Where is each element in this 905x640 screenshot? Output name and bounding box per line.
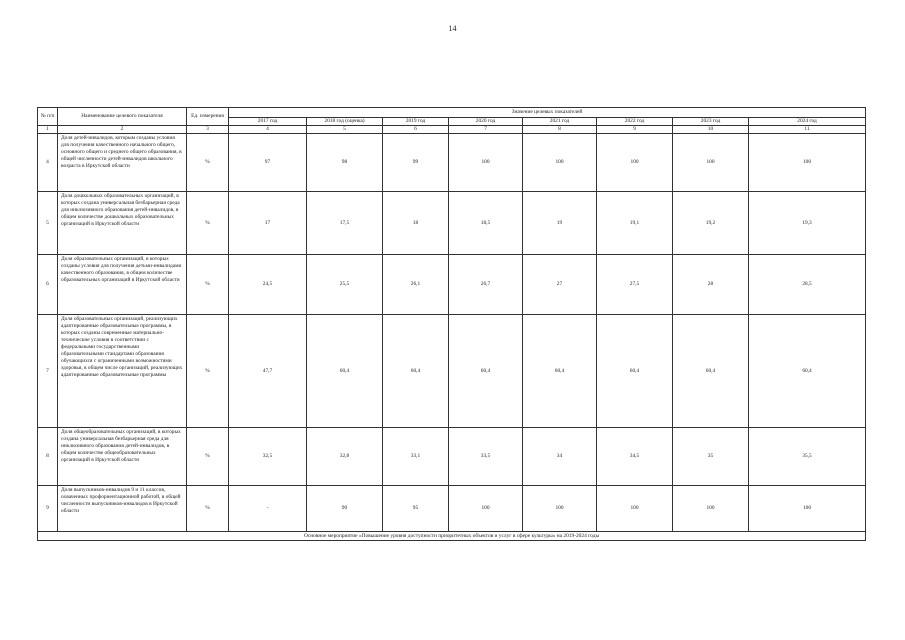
value-cell: 33,1 — [383, 428, 449, 486]
row-number: 5 — [38, 192, 58, 255]
value-cell: 100 — [597, 134, 673, 192]
col-header-values-group: Значение целевых показателей — [229, 108, 866, 118]
table-row — [38, 134, 866, 192]
value-cell: 26,1 — [383, 255, 449, 315]
unit-cell: % — [187, 192, 229, 255]
value-cell: 18 — [383, 192, 449, 255]
value-cell: 90 — [307, 486, 383, 532]
value-cell: 60,4 — [523, 315, 597, 428]
value-cell: 35,5 — [749, 428, 866, 486]
row-number: 7 — [38, 315, 58, 428]
indicator-name: Доля образовательных организаций, реализующих адаптированные образовательные программы, в которых созданы современные материально-технические условия в соответствии с федеральными государственными образовательными стандартами образования обучающихся с ограниченными возможностями здоровья, в общем числе организаций, реализующих адаптированные образовательные программы — [58, 315, 187, 428]
col-header-year: 2020 год — [449, 118, 523, 126]
col-header-year: 2017 год — [229, 118, 307, 126]
row-number: 6 — [38, 255, 58, 315]
value-cell: 100 — [523, 486, 597, 532]
table-row — [38, 428, 866, 486]
value-cell: - — [229, 486, 307, 532]
unit-cell: % — [187, 134, 229, 192]
value-cell: 60,4 — [673, 315, 749, 428]
value-cell: 17,5 — [307, 192, 383, 255]
table-row — [38, 486, 866, 532]
value-cell: 100 — [749, 486, 866, 532]
value-cell: 100 — [523, 134, 597, 192]
column-number-row — [38, 126, 866, 134]
row-number: 8 — [38, 428, 58, 486]
header-row — [38, 108, 866, 118]
value-cell: 100 — [749, 134, 866, 192]
value-cell: 35 — [673, 428, 749, 486]
column-number-cell: 4 — [229, 126, 307, 134]
value-cell: 27 — [523, 255, 597, 315]
col-header-year: 2019 год — [383, 118, 449, 126]
value-cell: 60,4 — [383, 315, 449, 428]
value-cell: 19,2 — [673, 192, 749, 255]
value-cell: 98 — [307, 134, 383, 192]
column-number-cell: 8 — [523, 126, 597, 134]
unit-cell: % — [187, 486, 229, 532]
value-cell: 32,8 — [307, 428, 383, 486]
column-number-cell: 9 — [597, 126, 673, 134]
indicators-table — [37, 107, 866, 541]
value-cell: 34 — [523, 428, 597, 486]
value-cell: 100 — [597, 486, 673, 532]
unit-cell: % — [187, 428, 229, 486]
column-number-cell: 2 — [58, 126, 187, 134]
value-cell: 18,5 — [449, 192, 523, 255]
unit-cell: % — [187, 255, 229, 315]
value-cell: 97 — [229, 134, 307, 192]
col-header-year: 2023 год — [673, 118, 749, 126]
value-cell: 47,7 — [229, 315, 307, 428]
indicator-name: Доля дошкольных образовательных организаций, в которых создана универсальная безбарьерная среда для инклюзивного образования детей-инвалидов, в общем количестве дошкольных образовательных организаций в Иркутской области — [58, 192, 187, 255]
value-cell: 60,4 — [597, 315, 673, 428]
unit-cell: % — [187, 315, 229, 428]
value-cell: 99 — [383, 134, 449, 192]
indicator-name: Доля выпускников-инвалидов 9 и 11 классов, охваченных профориентационной работой, в общей численности выпускников-инвалидов в Иркутской области — [58, 486, 187, 532]
indicator-name: Доля детей-инвалидов, которым созданы условия для получения качественного начального общего, основного общего и среднего общего образования, в общей численности детей-инвалидов школьного возраста в Иркутской области — [58, 134, 187, 192]
value-cell: 34,5 — [597, 428, 673, 486]
value-cell: 19,3 — [749, 192, 866, 255]
column-number-cell: 3 — [187, 126, 229, 134]
value-cell: 28 — [673, 255, 749, 315]
column-number-cell: 11 — [749, 126, 866, 134]
value-cell: 24,5 — [229, 255, 307, 315]
col-header-year: 2018 год (оценка) — [307, 118, 383, 126]
value-cell: 100 — [449, 486, 523, 532]
value-cell: 19 — [523, 192, 597, 255]
col-header-unit: Ед. измерения — [187, 108, 229, 126]
column-number-cell: 7 — [449, 126, 523, 134]
value-cell: 100 — [673, 486, 749, 532]
table-row — [38, 255, 866, 315]
row-number: 9 — [38, 486, 58, 532]
value-cell: 60,4 — [307, 315, 383, 428]
col-header-year: 2022 год — [597, 118, 673, 126]
column-number-cell: 5 — [307, 126, 383, 134]
col-header-name: Наименование целевого показателя — [58, 108, 187, 126]
table-row — [38, 192, 866, 255]
indicator-name: Доля общеобразовательных организаций, в которых создана универсальная безбарьерная среда для инклюзивного образования детей-инвалидов, в общем количестве общеобразовательных организаций в Иркутской области — [58, 428, 187, 486]
col-header-year: 2021 год — [523, 118, 597, 126]
value-cell: 60,4 — [749, 315, 866, 428]
value-cell: 17 — [229, 192, 307, 255]
col-header-year: 2024 год — [749, 118, 866, 126]
value-cell: 100 — [449, 134, 523, 192]
value-cell: 95 — [383, 486, 449, 532]
value-cell: 25,5 — [307, 255, 383, 315]
event-row — [38, 532, 866, 541]
value-cell: 27,5 — [597, 255, 673, 315]
column-number-cell: 1 — [38, 126, 58, 134]
value-cell: 32,5 — [229, 428, 307, 486]
value-cell: 28,5 — [749, 255, 866, 315]
column-number-cell: 6 — [383, 126, 449, 134]
value-cell: 33,5 — [449, 428, 523, 486]
col-header-num: № п/п — [38, 108, 58, 126]
value-cell: 60,4 — [449, 315, 523, 428]
value-cell: 19,1 — [597, 192, 673, 255]
value-cell: 26,7 — [449, 255, 523, 315]
value-cell: 100 — [673, 134, 749, 192]
event-title: Основное мероприятие «Повышение уровня доступности приоритетных объектов и услуг в сфере культуры» на 2019-2024 годы — [38, 532, 866, 541]
column-number-cell: 10 — [673, 126, 749, 134]
page-number: 14 — [448, 24, 457, 33]
indicator-name: Доля образовательных организаций, в которых созданы условия для получения детьми-инвалидами качественного образования, в общем количестве образовательных организаций в Иркутской области — [58, 255, 187, 315]
row-number: 4 — [38, 134, 58, 192]
table-row — [38, 315, 866, 428]
